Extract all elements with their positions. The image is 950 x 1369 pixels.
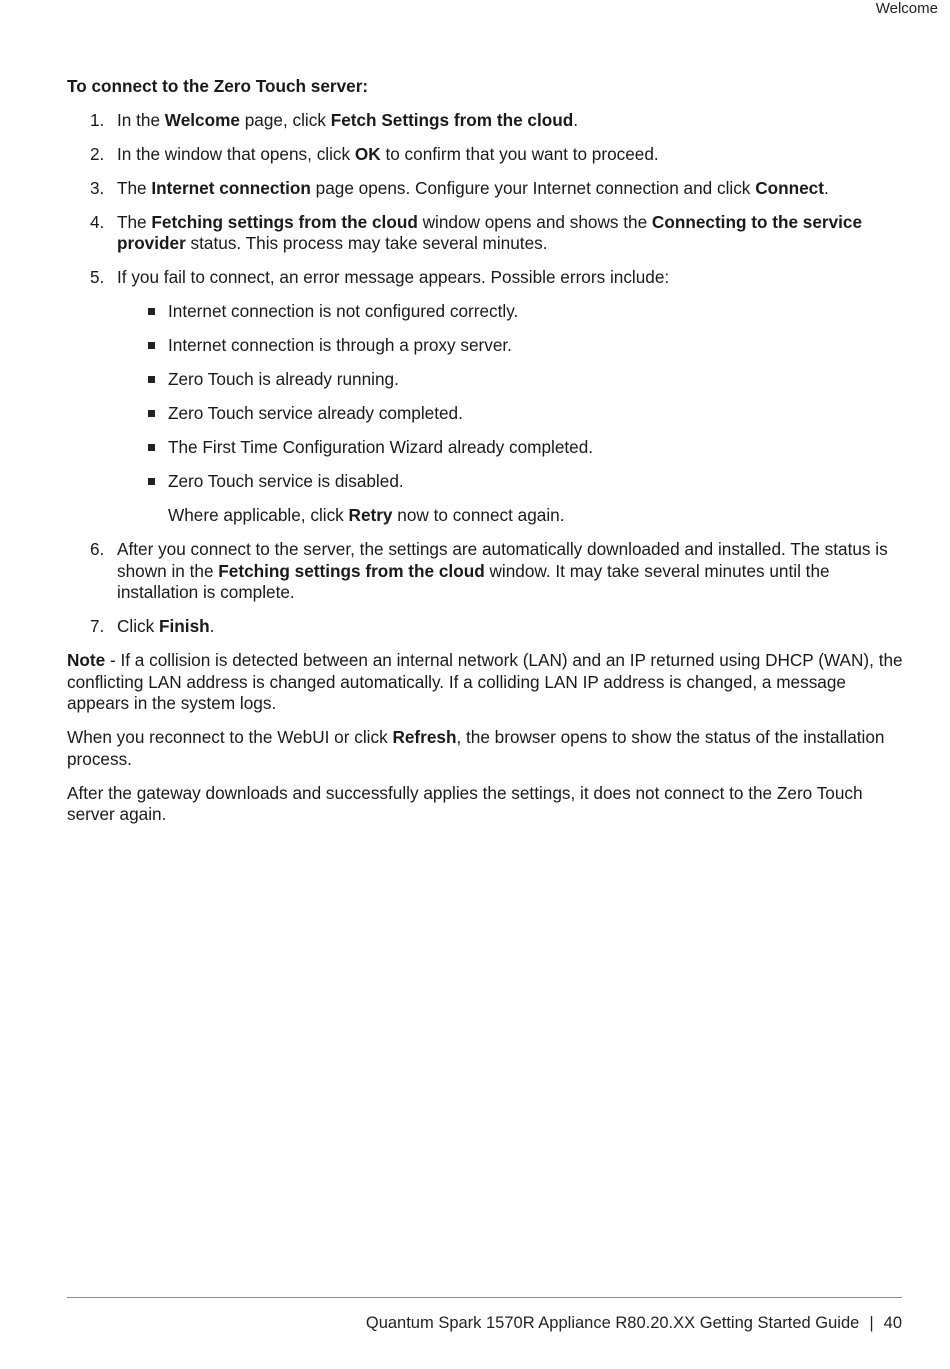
error-item: Internet connection is not configured correctly. <box>117 301 907 323</box>
step-number: 3. <box>90 177 105 198</box>
step-2 <box>67 144 907 166</box>
step-text: In the window that opens, click OK to confirm that you want to proceed. <box>117 143 659 164</box>
error-item: Zero Touch is already running. <box>117 369 907 391</box>
ui-term: Fetch Settings from the cloud <box>330 109 574 130</box>
step-text: In the Welcome page, click Fetch Settings from the cloud. <box>117 109 579 130</box>
after-paragraph: After the gateway downloads and successfully applies the settings, it does not connect to the Zero Touch server again. <box>67 782 863 824</box>
error-item: The First Time Configuration Wizard already completed. <box>117 437 907 459</box>
page-number: 40 <box>883 1314 902 1332</box>
step-number: 7. <box>90 616 105 636</box>
step-number: 2. <box>90 143 105 164</box>
guide-title: Quantum Spark 1570R Appliance R80.20.XX Getting Started Guide <box>365 1314 860 1332</box>
retry-instruction: Where applicable, click Retry now to connect again. <box>168 505 565 525</box>
square-bullet-icon <box>148 410 155 417</box>
step-1 <box>67 110 907 132</box>
footer-separator: | <box>869 1314 874 1332</box>
step-number: 4. <box>90 211 105 232</box>
step-number: 1. <box>90 109 105 130</box>
steps-list <box>67 110 907 638</box>
step-number: 5. <box>90 267 105 287</box>
square-bullet-icon <box>148 444 155 451</box>
ui-term: OK <box>354 143 381 164</box>
error-list <box>117 301 907 493</box>
ui-term: Finish <box>159 616 210 636</box>
step-6 <box>67 539 907 604</box>
step-text: If you fail to connect, an error message appears. Possible errors include: <box>117 267 670 287</box>
square-bullet-icon <box>148 342 155 349</box>
ui-term: Fetching settings from the cloud <box>218 560 485 581</box>
step-text: Click Finish. <box>117 616 215 636</box>
step-5 <box>67 267 907 527</box>
reconnect-paragraph: When you reconnect to the WebUI or click Refresh, the browser opens to show the status of the installation process. <box>67 727 885 769</box>
ui-term: Welcome <box>164 109 240 130</box>
step-number: 6. <box>90 539 105 559</box>
square-bullet-icon <box>148 376 155 383</box>
square-bullet-icon <box>148 478 155 485</box>
error-item: Zero Touch service is disabled. <box>117 471 907 493</box>
footer-divider <box>67 1297 902 1298</box>
page-content <box>67 76 907 838</box>
ui-term: Internet connection <box>151 177 311 198</box>
note-paragraph: Note - If a collision is detected between an internal network (LAN) and an IP returned using DHCP (WAN), the conflicting LAN address is changed automatically. If a colliding LAN IP address is changed, a message appears in the system logs. <box>67 650 903 713</box>
error-item: Zero Touch service already completed. <box>117 403 907 425</box>
error-item: Internet connection is through a proxy server. <box>117 335 907 357</box>
step-text: After you connect to the server, the settings are automatically downloaded and installed. The status is shown in the Fetching settings from the cloud window. It may take several minutes until the installation is complete. <box>117 539 888 602</box>
ui-term: Connecting to the service provider <box>117 211 863 253</box>
running-header: Welcome <box>875 0 938 17</box>
note-label: Note <box>67 650 106 670</box>
step-7 <box>67 616 907 638</box>
step-text: The Internet connection page opens. Configure your Internet connection and click Connect. <box>117 177 829 198</box>
square-bullet-icon <box>148 308 155 315</box>
ui-term: Refresh <box>392 727 457 747</box>
ui-term: Fetching settings from the cloud <box>151 211 418 232</box>
procedure-title: To connect to the Zero Touch server: <box>67 76 369 96</box>
page-footer <box>366 1314 902 1333</box>
ui-term: Connect <box>755 177 824 198</box>
step-4 <box>67 212 907 255</box>
ui-term: Retry <box>348 505 393 525</box>
step-text: The Fetching settings from the cloud window opens and shows the Connecting to the service provider status. This process may take several minutes. <box>117 211 863 253</box>
step-3 <box>67 178 907 200</box>
